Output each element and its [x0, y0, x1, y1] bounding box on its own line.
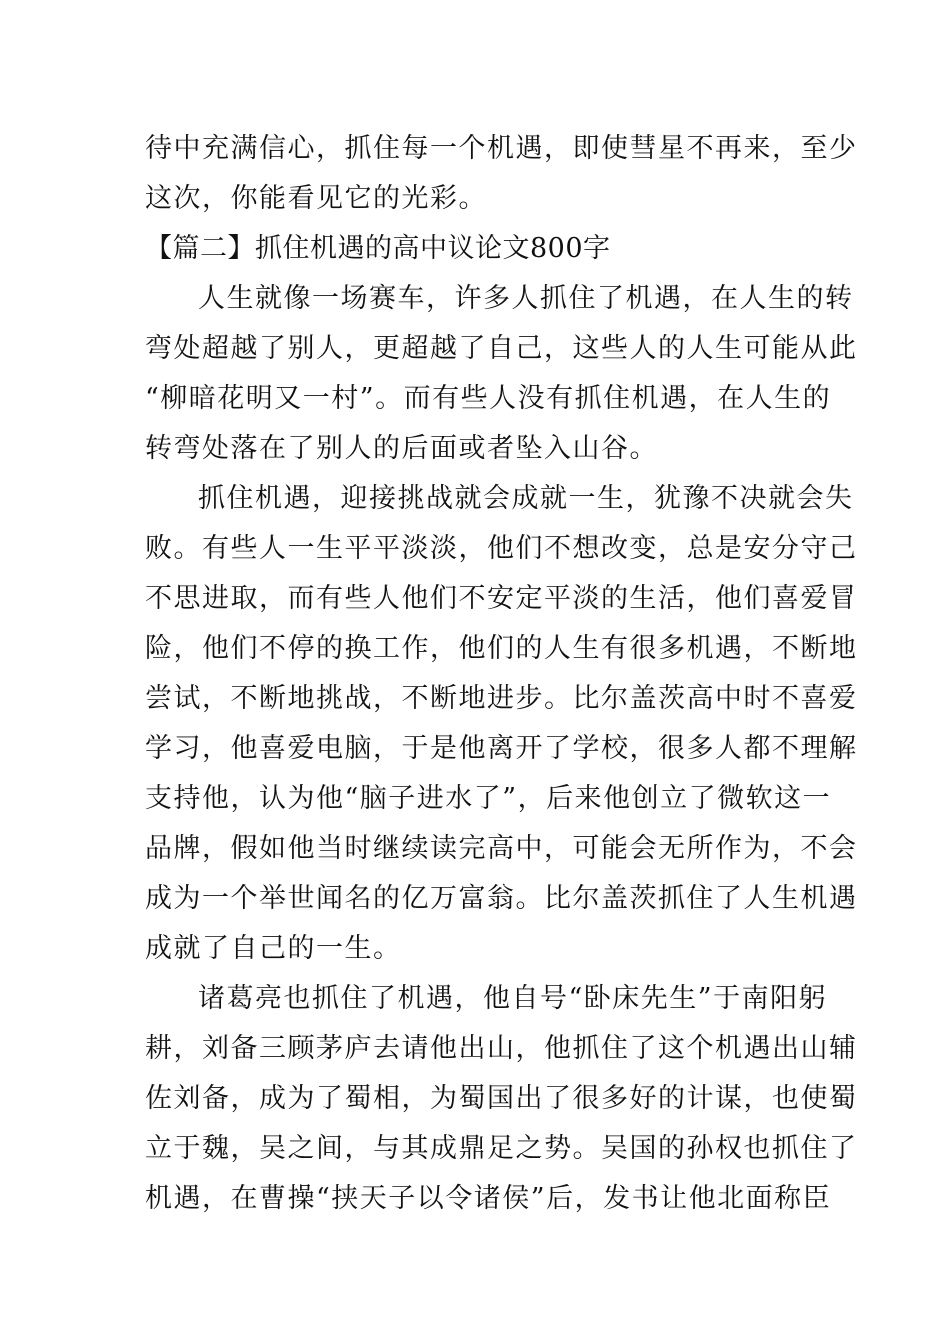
text-line: 人生就像一场赛车，许多人抓住了机遇，在人生的转	[198, 283, 854, 314]
text-line: 学习，他喜爱电脑，于是他离开了学校，很多人都不理解	[145, 733, 858, 764]
text-line: 这次，你能看见它的光彩。	[145, 183, 487, 214]
text-line: 耕，刘备三顾茅庐去请他出山，他抓住了这个机遇出山辅	[145, 1033, 858, 1064]
text-line: 尝试，不断地挑战，不断地进步。比尔盖茨高中时不喜爱	[145, 683, 858, 714]
text-line: 抓住机遇，迎接挑战就会成就一生，犹豫不决就会失	[198, 483, 854, 514]
section-heading: 【篇二】抓住机遇的高中议论文800字	[145, 233, 611, 264]
text-line: 转弯处落在了别人的后面或者坠入山谷。	[145, 433, 658, 464]
text-line: 成为一个举世闻名的亿万富翁。比尔盖茨抓住了人生机遇	[145, 883, 858, 914]
text-line: “柳暗花明又一村”。而有些人没有抓住机遇，在人生的	[145, 383, 832, 414]
text-line: 机遇，在曹操“挟天子以令诸侯”后，发书让他北面称臣	[145, 1183, 832, 1214]
text-line: 不思进取，而有些人他们不安定平淡的生活，他们喜爱冒	[145, 583, 858, 614]
text-line: 立于魏，吴之间，与其成鼎足之势。吴国的孙权也抓住了	[145, 1133, 858, 1164]
text-line: 支持他，认为他“脑子进水了”，后来他创立了微软这一	[145, 783, 832, 814]
text-line: 佐刘备，成为了蜀相，为蜀国出了很多好的计谋，也使蜀	[145, 1083, 858, 1114]
text-line: 成就了自己的一生。	[145, 933, 402, 964]
text-line: 品牌，假如他当时继续读完高中，可能会无所作为，不会	[145, 833, 858, 864]
text-line: 待中充满信心，抓住每一个机遇，即使彗星不再来，至少	[145, 133, 858, 164]
text-line: 诸葛亮也抓住了机遇，他自号“卧床先生”于南阳躬	[198, 983, 828, 1014]
text-line: 弯处超越了别人，更超越了自己，这些人的人生可能从此	[145, 333, 858, 364]
text-line: 败。有些人一生平平淡淡，他们不想改变，总是安分守己	[145, 533, 858, 564]
text-line: 险，他们不停的换工作，他们的人生有很多机遇，不断地	[145, 633, 858, 664]
